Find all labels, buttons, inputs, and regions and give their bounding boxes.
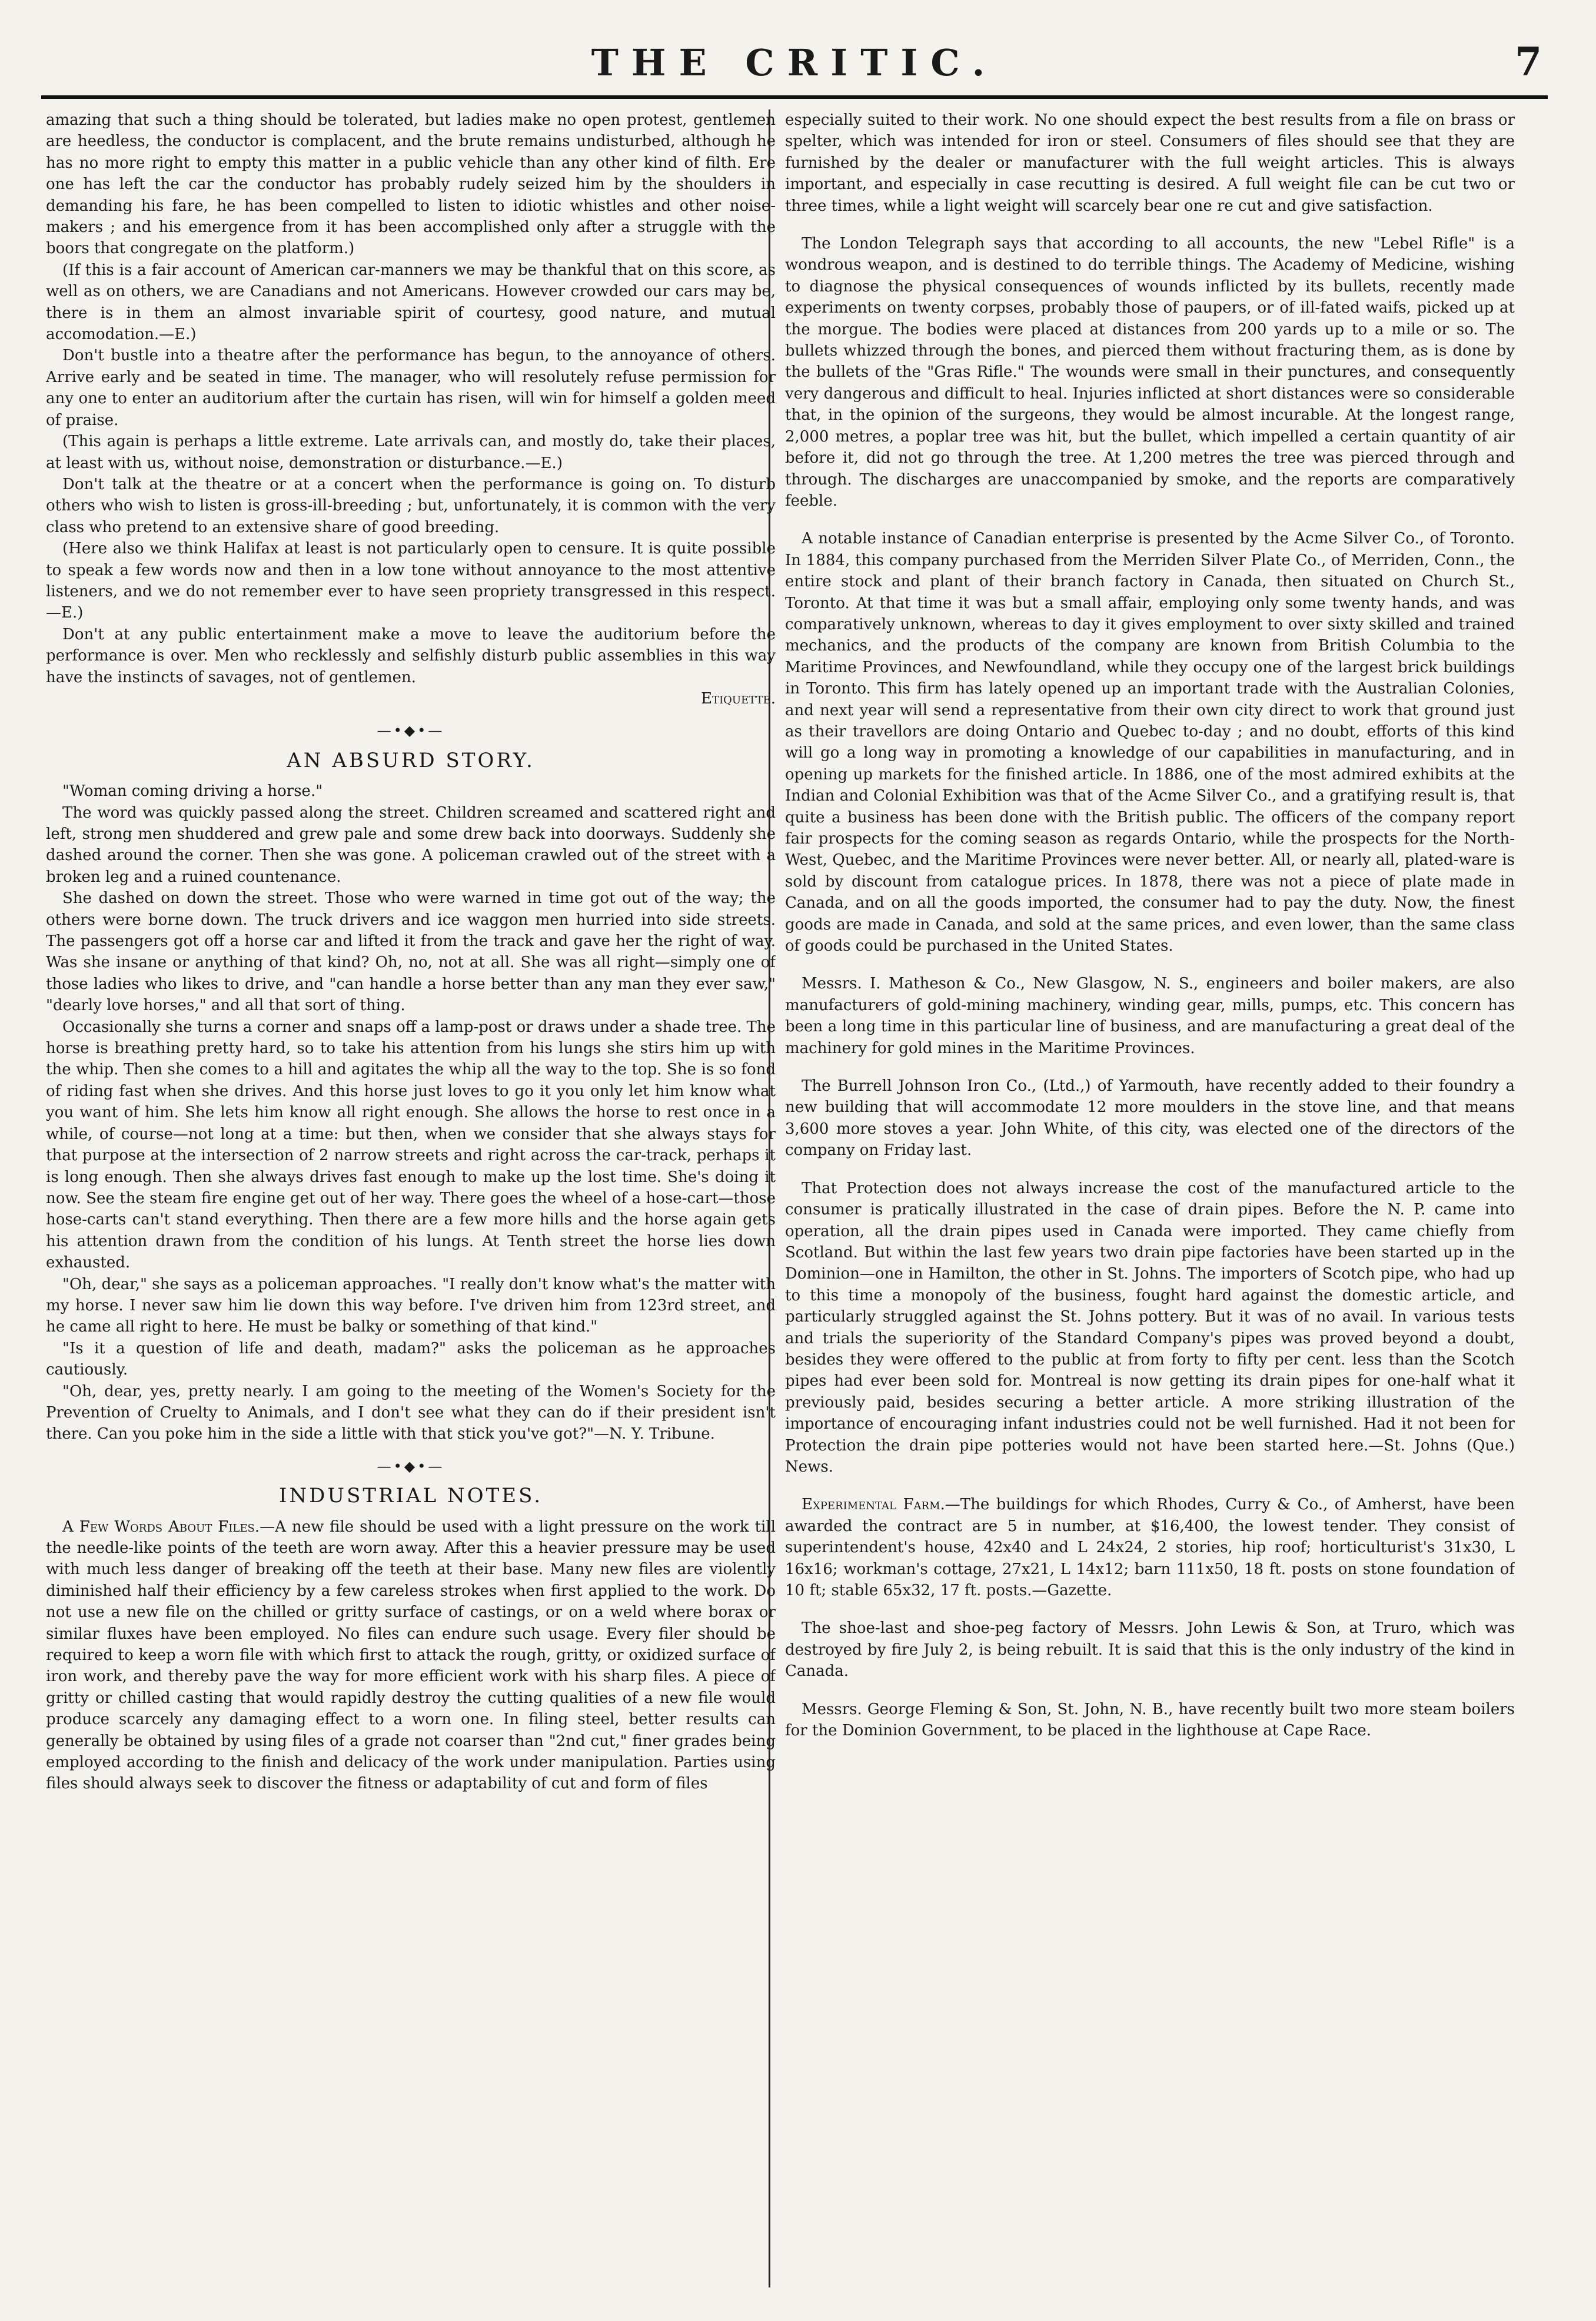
story-heading: AN ABSURD STORY. (287, 748, 535, 772)
matheson-paragraph: Messrs. I. Matheson & Co., New Glasgow, N. S., engineers and boiler makers, are also manufacturers of gold-mining machinery, winding gear, mills, pumps, etc. This concern has been a long time in this particular line of business, and are manufacturing a great deal of the machinery for gold mines in the Maritime Provinces. (785, 975, 1515, 1057)
fleming-boilers-paragraph: Messrs. George Fleming & Son, St. John, N. B., have recently built two more steam boilers for the Dominion Government, to be placed in the lighthouse at Cape Race. (785, 1700, 1515, 1740)
etiquette-paragraph: Don't at any public entertainment make a move to leave the auditorium before the performance is over. Men who recklessly and selfishly disturb public assemblies in this way have the instincts of savages, not of gentlemen. (46, 625, 776, 686)
story-paragraph: The word was quickly passed along the street. Children screamed and scattered right and left, strong men shuddered and grew pale and some drew back into doorways. Suddenly she dashed around the corner. Then she was gone. A policeman crawled out of the street with a broken leg and a ruined countenance. (46, 803, 776, 886)
story-paragraph: "Woman coming driving a horse." (62, 782, 323, 801)
article-signature: Etiquette. (701, 689, 776, 708)
shoe-last-factory-paragraph: The shoe-last and shoe-peg factory of Messrs. John Lewis & Son, at Truro, which was destroyed by fire July 2, is being rebuilt. It is said that this is the only industry of the kind in Canada. (785, 1619, 1515, 1681)
files-text: —A new file should be used with a light pressure on the work till the needle-like points of the teeth are worn away. After this a heavier pressure may be used with much less danger of breaking off the teeth at their base. Many new files are violently diminished half their efficiency by a few careless strokes when first applied to the work. Do not use a new file on the chilled or gritty surface of castings, or on a weld where borax or similar fluxes have been employed. No files can endure such usage. Every filer should be required to keep a worn file with which first to attack the rough, gritty, or oxidized surface of iron work, and thereby pave the way for more efficient work with his sharp files. A piece of gritty or chilled casting that would rapidly destroy the cutting qualities of a new file would produce scarcely any damaging effect to a worn one. In filing steel, better results can generally be obtained by using files of a grade not coarser than "2nd cut," finer grades being employed according to the finish and delicacy of the work under manipulation. Parties using files should always seek to discover the fitness or adaptability of cut and form of files (46, 1518, 776, 1793)
section-ornament: —•◆•— (377, 1457, 445, 1475)
story-paragraph: "Is it a question of life and death, madam?" asks the policeman as he approaches cautiously. (46, 1339, 776, 1379)
editor-note-paragraph: (If this is a fair account of American car-manners we may be thankful that on this score, as well as on others, we are Canadians and not Americans. However crowded our cars may be, there is in them an almost invariable spirit of courtesy, good nature, and mutual accomodation.—E.) (46, 261, 776, 344)
etiquette-paragraph: Don't talk at the theatre or at a concert when the performance is going on. To disturb others who wish to listen is gross-ill-breeding ; but, unfortunately, it is common with the very class who pretend to an extensive share of good breeding. (46, 475, 776, 536)
page-number: 7 (1515, 39, 1542, 85)
experimental-farm-lead: Experimental Farm. (802, 1496, 945, 1514)
story-paragraph: "Oh, dear, yes, pretty nearly. I am going to the meeting of the Women's Society for the Prevention of Cruelty to Animals, and I don't see what they can do if their president isn't there. Can you poke him in the side a little with that stick you've got?"—N. Y. Tribune. (46, 1382, 776, 1443)
newspaper-title: THE CRITIC. (591, 41, 998, 84)
acme-silver-paragraph: A notable instance of Canadian enterprise is presented by the Acme Silver Co., of Toronto. In 1884, this company purchased from the Merriden Silver Plate Co., of Merriden, Conn., the entire stock and plant of their branch factory in Canada, then situated on Church St., Toronto. At that time it was but a small affair, employing only some twenty hands, and was comparatively unknown, whereas to day it gives employment to over sixty skilled and trained mechanics, and the products of the company are known from British Columbia to the Maritime Provinces, and Newfoundland, while they occupy one of the largest brick buildings in Toronto. This firm has lately opened up an important trade with the Australian Colonies, and next year will send a representative from their own city direct to work that ground just as their travellors are doing Ontario and Quebec to-day ; and no doubt, efforts of this kind will go a long way in promoting a knowledge of our capabilities in manufacturing, and in opening up markets for the finished article. In 1886, one of the most admired exhibits at the Indian and Colonial Exhibition was that of the Acme Silver Co., and a gratifying result is, that quite a business has been done with the British public. The officers of the company report fair prospects for the coming season as regards Ontario, while the prospects for the North-West, Quebec, and the Maritime Provinces were never better. All, or nearly all, plated-ware is sold by discount from catalogue prices. In 1878, there was not a piece of plate made in Canada, and on all the goods imported, the consumer had to pay the duty. Now, the finest goods are made in Canada, and sold at the same prices, and even lower, than the same class of goods could be purchased in the United States. (785, 530, 1515, 955)
experimental-farm-paragraph (785, 1494, 1515, 1601)
files-paragraph (46, 1516, 776, 1795)
files-continued-paragraph: especially suited to their work. No one should expect the best results from a file on brass or spelter, which was intended for iron or steel. Consumers of files should see that they are furnished by the dealer or manufacturer with the full weight articles. This is always important, and especially in case recutting is desired. A full weight file can be cut two or three times, while a light weight will scarcely bear one re cut and give satisfaction. (785, 111, 1515, 215)
files-lead: A Few Words About Files. (62, 1518, 260, 1536)
lebel-rifle-paragraph: The London Telegraph says that according to all accounts, the new "Lebel Rifle" is a wondrous weapon, and is destined to do terrible things. The Academy of Medicine, wishing to diagnose the physical consequences of wounds inflicted by its bullets, recently made experiments on twenty corpses, probably those of paupers, or of ill-fated waifs, picked up at the morgue. The bodies were placed at distances from 200 yards up to a mile or so. The bullets whizzed through the bones, and pierced them without fracturing them, as is done by the bullets of the "Gras Rifle." The wounds were small in their punctures, and consequently very dangerous and difficult to heal. Injuries inflicted at short distances were so considerable that, in the opinion of the surgeons, they would be almost incurable. At the longest range, 2,000 metres, a poplar tree was hit, but the bullet, which impelled a certain quantity of air before it, did not go through the tree. At 1,200 metres the tree was pierced through and through. The discharges are unaccompanied by smoke, and the reports are comparatively feeble. (785, 235, 1515, 510)
left-column (46, 109, 776, 2287)
burrell-johnson-paragraph: The Burrell Johnson Iron Co., (Ltd.,) of Yarmouth, have recently added to their foundry a new building that will accommodate 12 more moulders in the stove line, and that means 3,600 more stoves a year. John White, of this city, was elected one of the directors of the company on Friday last. (785, 1077, 1515, 1160)
story-paragraph: She dashed on down the street. Those who were warned in time got out of the way; the others were borne down. The truck drivers and ice waggon men hurried into side streets. The passengers got off a horse car and lifted it from the track and gave her the right of way. Was she insane or anything of that kind? Oh, no, not at all. She was all right—simply one of those ladies who likes to drive, and "can handle a horse better than any man they ever saw," "dearly love horses," and all that sort of thing. (46, 889, 776, 1015)
story-paragraph: Occasionally she turns a corner and snaps off a lamp-post or draws under a shade tree. The horse is breathing pretty hard, so to take his attention from his lungs she stirs him up with the whip. Then she comes to a hill and agitates the whip all the way to the top. She is so fond of riding fast when she drives. And this horse just loves to go it you only let him know what you want of him. She lets him know all right enough. She allows the horse to rest once in a while, of course—not long at a time: but then, when we consider that she always stays for that purpose at the intersection of 2 narrow streets and right across the car-track, perhaps it is long enough. Then she always drives fast enough to make up the lost time. She's doing it now. See the steam fire engine get out of her way. There goes the wheel of a hose-cart—those hose-carts can't stand everything. Then there are a few more hills and the horse again gets his attention drawn from the condition of his lungs. At Tenth street the horse lies down exhausted. (46, 1018, 776, 1272)
drain-pipes-paragraph: That Protection does not always increase the cost of the manufactured article to the consumer is pratically illustrated in the case of drain pipes. Before the N. P. came into operation, all the drain pipes used in Canada were imported. They came chiefly from Scotland. But within the last few years two drain pipe factories have been started up in the Dominion—one in Hamilton, the other in St. Johns. The importers of Scotch pipe, who had up to this time a monopoly of the business, fought hard against the domestic article, and particularly struggled against the St. Johns pottery. But it was of no avail. In various tests and trials the superiority of the Standard Company's pipes was proved beyond a doubt, besides they were offered to the public at from forty to fifty per cent. less than the Scotch pipes had ever been sold for. Montreal is now getting its drain pipes for one-half what it previously paid, besides securing a better article. A more striking illustration of the importance of encouraging infant industries could not be well furnished. Had it not been for Protection the drain pipe potteries would not have been started here.—St. Johns (Que.) News. (785, 1179, 1515, 1476)
section-ornament: —•◆•— (377, 722, 445, 739)
story-paragraph: "Oh, dear," she says as a policeman approaches. "I really don't know what's the matter with my horse. I never saw him lie down this way before. I've driven him from 123rd street, and he came all right to here. He must be balky or something of that kind." (46, 1275, 776, 1336)
etiquette-paragraph: amazing that such a thing should be tolerated, but ladies make no open protest, gentlemen are heedless, the conductor is complacent, and the brute remains undisturbed, although he has no more right to empty this matter in a public vehicle than any other kind of filth. Ere one has left the car the conductor has probably rudely seized him by the shoulders in demanding his fare, he has been compelled to listen to idiotic whistles and other noise-makers ; and his emergence from it has been accomplished only after a struggle with the boors that congregate on the platform.) (46, 111, 776, 258)
experimental-farm-text: —The buildings for which Rhodes, Curry & Co., of Amherst, have been awarded the contract are 5 in number, at $16,400, the lowest tender. They consist of superintendent's house, 42x40 and L 24x24, 2 stories, hip roof; horticulturist's 31x30, L 16x16; workman's cottage, 27x21, L 14x12; barn 111x50, 18 ft. posts on stone foundation of 10 ft; stable 65x32, 17 ft. posts.—Gazette. (785, 1496, 1515, 1599)
editor-note-paragraph: (This again is perhaps a little extreme. Late arrivals can, and mostly do, take their places, at least with us, without noise, demonstration or disturbance.—E.) (46, 433, 776, 472)
editor-note-paragraph: (Here also we think Halifax at least is not particularly open to censure. It is quite possible to speak a few words now and then in a low tone without annoyance to the most attentive listeners, and we do not remember ever to have seen propriety transgressed in this respect.—E.) (46, 540, 776, 622)
masthead (41, 39, 1548, 99)
industrial-notes-heading: INDUSTRIAL NOTES. (278, 1484, 543, 1508)
etiquette-paragraph: Don't bustle into a theatre after the performance has begun, to the annoyance of others. Arrive early and be seated in time. The manager, who will resolutely refuse permission for any one to enter an auditorium after the curtain has risen, will win for himself a golden meed of praise. (46, 347, 776, 429)
right-column (785, 109, 1515, 2287)
